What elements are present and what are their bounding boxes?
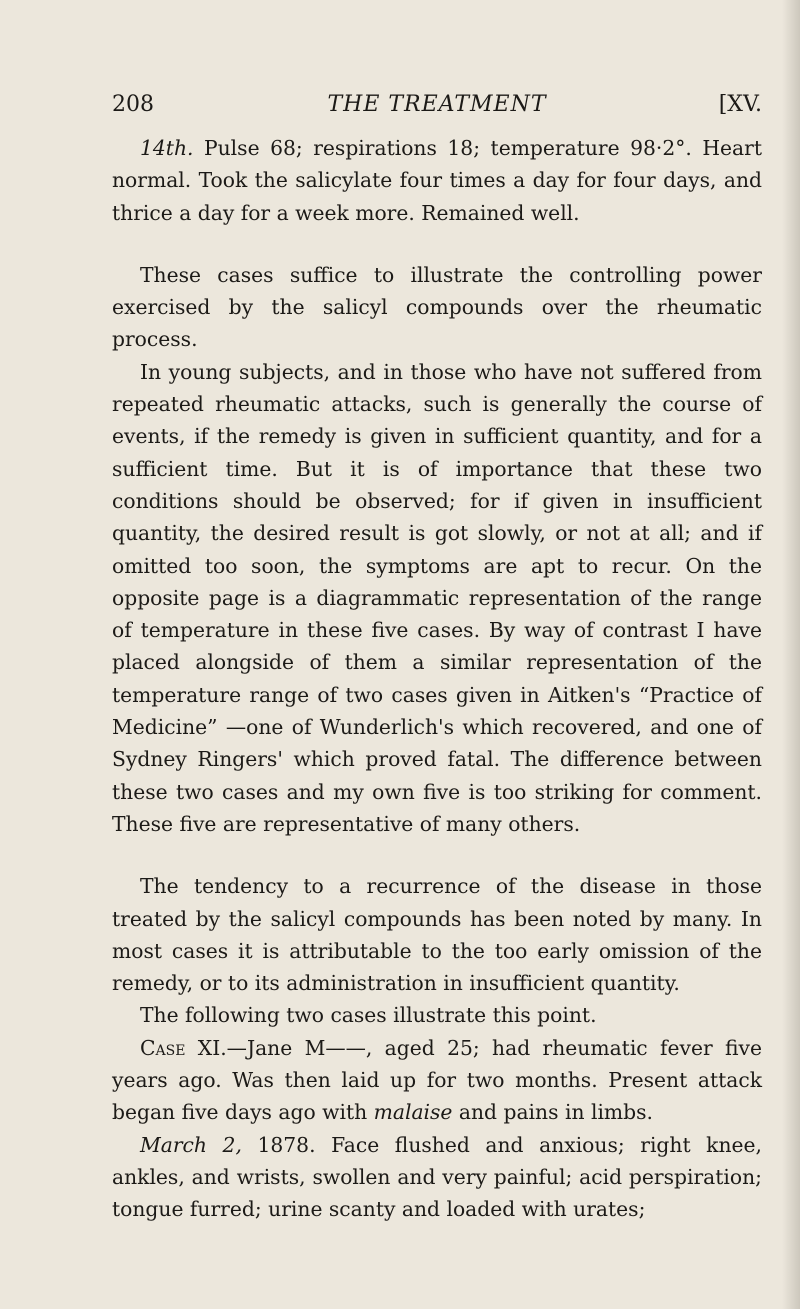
paragraph-following-cases [112,999,762,1031]
page-edge-shadow [782,0,800,1309]
month-label: March [140,1132,207,1157]
italic-term: malaise [373,1100,453,1125]
body-text [112,132,762,1226]
date-label: 2, [206,1132,242,1157]
paragraph-14th [112,132,762,229]
paragraph-text: —Jane M——, aged 25; had rheumatic fever five years ago. Was then laid up for two months. Present attack began five days ago with [112,1035,762,1125]
day-label: 14th. [140,136,194,160]
page-header [112,92,762,122]
paragraph-young-subjects [112,356,762,840]
running-head: THE TREATMENT [327,92,547,117]
paragraph-text-tail: and pains in limbs. [452,1100,653,1125]
paragraph-text: The following two cases illustrate this point. [140,1003,597,1028]
case-label: Case XI. [140,1035,227,1060]
paragraph-march-2 [112,1129,762,1226]
paragraph-text: The tendency to a recurrence of the disease in those treated by the salicyl compounds has been noted by many. In most cases it is attributable to the too early omission of the remedy, or to its administration in insufficient quantity. [112,874,762,996]
paragraph-text: In young subjects, and in those who have not suffered from repeated rheumatic attacks, such is generally the course of events, if the remedy is given in sufficient quantity, and for a sufficient time. But it is of importance that these two conditions should be observed; for if given in insufficient quantity, the desired result is got slowly, or not at all; and if omitted too soon, the symptoms are apt to recur. On the opposite page is a diagrammatic representation of the range of temperature in these five cases. By way of contrast I have placed alongside of them a similar representation of the temperature range of two cases given in Aitken's “Practice of Medicine” —one of Wunderlich's which recovered, and one of Sydney Ringers' which proved fatal. The difference between these two cases and my own five is too striking for comment. These five are representative of many others. [112,359,762,836]
section-mark: [XV. [718,92,762,117]
paragraph-text: 1878. Face flushed and anxious; right knee, ankles, and wrists, swollen and very painful; acid perspiration; tongue furred; urine scanty and loaded with urates; [112,1132,762,1222]
paragraph-text: These cases suffice to illustrate the controlling power exercised by the salicyl compounds over the rheumatic process. [112,262,762,352]
paragraph-salicyl-control [112,259,762,356]
paragraph-case-xi [112,1032,762,1129]
page-number: 208 [112,92,154,117]
paragraph-text: Pulse 68; respirations 18; temperature 98·2°. Heart normal. Took the salicylate four times a day for four days, and thrice a day for a week more. Remained well. [112,136,762,225]
paragraph-recurrence [112,870,762,999]
